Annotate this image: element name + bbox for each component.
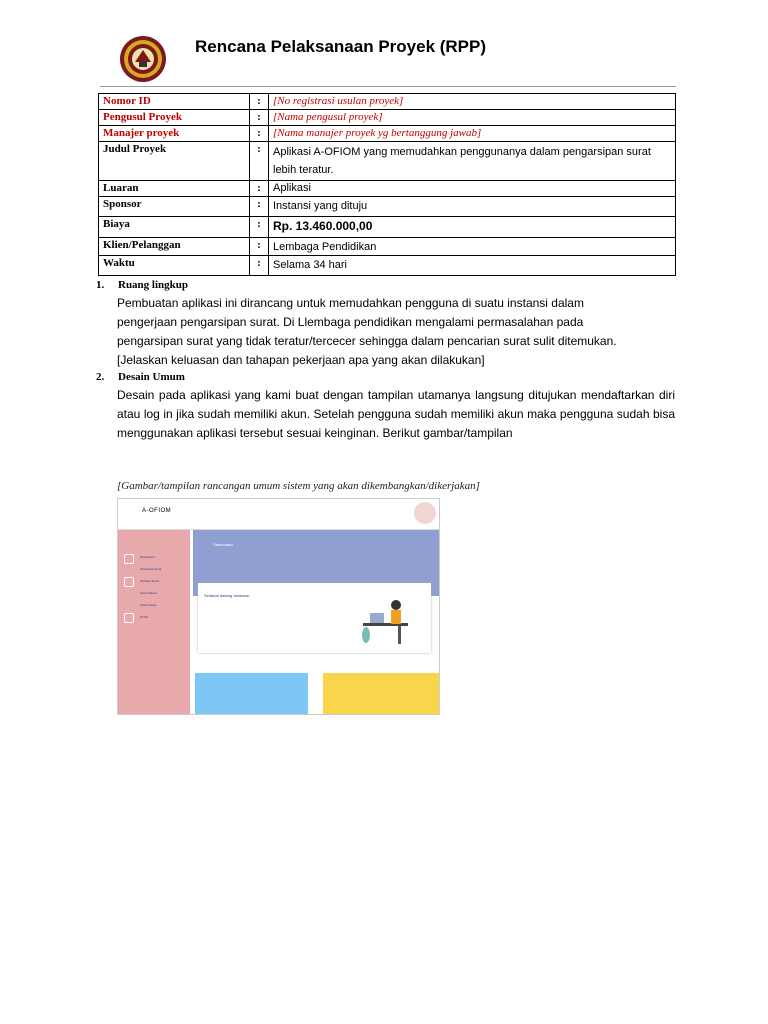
welcome-text: Selamat datang Vanessa! bbox=[204, 593, 250, 598]
sidebar-item: Profile bbox=[140, 615, 149, 619]
table-row bbox=[99, 94, 676, 110]
row-key: Sponsor bbox=[99, 197, 250, 217]
row-key: Klien/Pelanggan bbox=[99, 238, 250, 256]
page-title: Rencana Pelaksanaan Proyek (RPP) bbox=[195, 37, 487, 56]
app-sidebar bbox=[118, 530, 190, 714]
scope-line: pengarsipan surat yang tidak teratur/tercecer sehingga dalam pencarian surat sulit ditemukan. bbox=[117, 334, 617, 348]
illustration-icon bbox=[358, 593, 418, 648]
stat-card-yellow bbox=[323, 673, 439, 714]
section-title: Desain Umum bbox=[118, 371, 185, 383]
figure-caption: [Gambar/tampilan rancangan umum sistem yang akan dikembangkan/dikerjakan] bbox=[117, 480, 480, 492]
app-topbar bbox=[118, 499, 439, 530]
row-key: Judul Proyek bbox=[99, 142, 250, 181]
welcome-card bbox=[198, 583, 431, 653]
sidebar-item: Tambah Surat bbox=[140, 579, 159, 583]
row-sep: : bbox=[250, 110, 269, 126]
row-sep: : bbox=[250, 181, 269, 197]
table-row bbox=[99, 256, 676, 276]
table-row bbox=[99, 197, 676, 217]
row-key: Nomor ID bbox=[99, 94, 250, 110]
row-value: [Nama pengusul proyek] bbox=[269, 110, 676, 126]
row-value: [No registrasi usulan proyek] bbox=[269, 94, 676, 110]
row-key: Pengusul Proyek bbox=[99, 110, 250, 126]
scope-line: Pembuatan aplikasi ini dirancang untuk memudahkan pengguna di suatu instansi dalam bbox=[117, 296, 584, 310]
table-row bbox=[99, 238, 676, 256]
mail-icon bbox=[124, 577, 134, 587]
row-sep: : bbox=[250, 217, 269, 238]
table-row bbox=[99, 110, 676, 126]
row-key: Luaran bbox=[99, 181, 250, 197]
section-heading-design bbox=[96, 371, 185, 383]
row-key: Biaya bbox=[99, 217, 250, 238]
sidebar-item: Surat Keluar bbox=[140, 603, 157, 607]
row-value: Rp. 13.460.000,00 bbox=[269, 217, 676, 238]
row-value: Instansi yang dituju bbox=[269, 197, 676, 217]
table-row bbox=[99, 217, 676, 238]
section-title: Ruang lingkup bbox=[118, 279, 189, 291]
scope-paragraph bbox=[117, 294, 675, 370]
scope-line: pengerjaan pengarsipan surat. Di Llembaga pendidikan mengalami permasalahan pada bbox=[117, 315, 584, 329]
document-header bbox=[100, 30, 676, 87]
section-heading-scope bbox=[96, 279, 188, 291]
row-sep: : bbox=[250, 126, 269, 142]
row-sep: : bbox=[250, 94, 269, 110]
sidebar-item: Dashboard bbox=[140, 555, 155, 559]
table-row bbox=[99, 142, 676, 181]
avatar bbox=[414, 502, 436, 524]
project-info-table bbox=[98, 93, 676, 276]
section-number: 2. bbox=[96, 371, 105, 383]
row-sep: : bbox=[250, 238, 269, 256]
sidebar-item: Pengelola Surat bbox=[140, 567, 162, 571]
row-value: [Nama manajer proyek yg bertanggung jawab] bbox=[269, 126, 676, 142]
home-icon bbox=[124, 554, 134, 564]
row-key: Manajer proyek bbox=[99, 126, 250, 142]
app-brand: A-OFIOM bbox=[142, 508, 172, 514]
row-value: Selama 34 hari bbox=[269, 256, 676, 276]
design-paragraph: Desain pada aplikasi yang kami buat dengan tampilan utamanya langsung ditujukan mendaftarkan diri atau log in jika sudah memiliki akun. Setelah pengguna sudah memiliki akun maka pengguna sudah bisa menggunakan aplikasi tersebut sesuai keinginan. Berikut gambar/tampilan bbox=[117, 388, 675, 440]
sidebar-item: Surat Masuk bbox=[140, 591, 157, 595]
stat-card-blue bbox=[195, 673, 308, 714]
user-icon bbox=[124, 613, 134, 623]
banner-label: Dashboard bbox=[213, 542, 233, 547]
row-value: Aplikasi A-OFIOM yang memudahkan penggunanya dalam pengarsipan surat lebih teratur. bbox=[269, 142, 676, 181]
table-row bbox=[99, 181, 676, 197]
table-row bbox=[99, 126, 676, 142]
row-sep: : bbox=[250, 142, 269, 181]
row-key: Waktu bbox=[99, 256, 250, 276]
section-number: 1. bbox=[96, 279, 105, 291]
row-sep: : bbox=[250, 256, 269, 276]
app-design-screenshot bbox=[117, 498, 440, 715]
row-sep: : bbox=[250, 197, 269, 217]
row-value: Aplikasi bbox=[269, 181, 676, 197]
row-value: Lembaga Pendidikan bbox=[269, 238, 676, 256]
scope-line: [Jelaskan keluasan dan tahapan pekerjaan apa yang akan dilakukan] bbox=[117, 353, 485, 367]
university-seal-logo bbox=[118, 34, 168, 84]
